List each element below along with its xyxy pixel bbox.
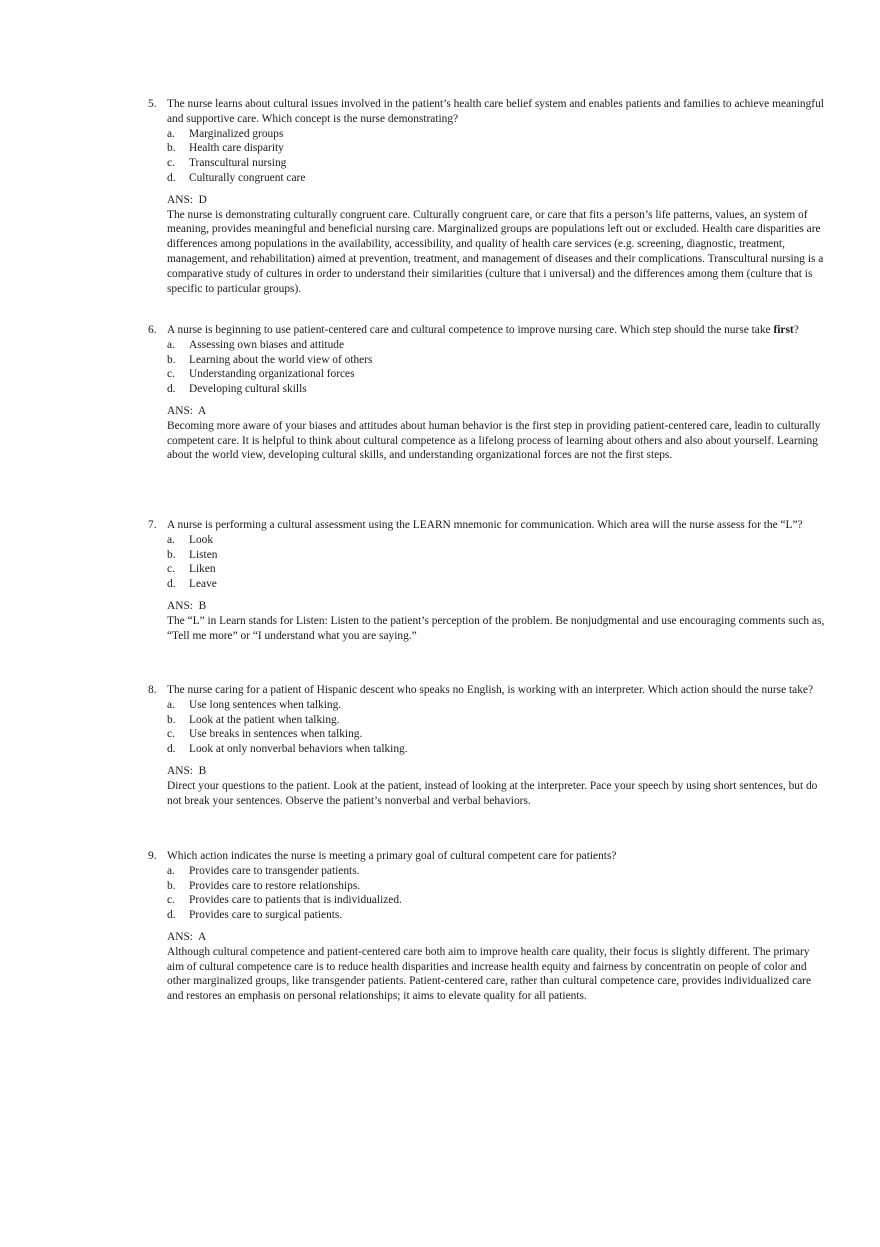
answer-key: ANS: B	[167, 599, 207, 612]
option-text: Marginalized groups	[189, 127, 284, 140]
question-text: The nurse caring for a patient of Hispanic descent who speaks no English, is working with an interpreter. Which action should the nurse take?	[167, 684, 814, 696]
option-letter: d.	[167, 743, 176, 756]
option-text: Culturally congruent care	[189, 171, 306, 184]
option-text: Transcultural nursing	[189, 157, 287, 170]
question-text: A nurse is performing a cultural assessment using the LEARN mnemonic for communication. Which area will the nurse assess for the “L”?	[167, 519, 803, 531]
options-list	[148, 698, 828, 757]
option-text: Understanding organizational forces	[189, 368, 355, 381]
question-text-end: ?	[793, 324, 799, 336]
question-number: 9.	[148, 850, 157, 862]
option-c	[148, 156, 828, 171]
option-d	[148, 908, 828, 923]
question-text: A nurse is beginning to use patient-centered care and cultural competence to improve nursing care. Which step should the nurse take	[167, 324, 774, 336]
option-text: Assessing own biases and attitude	[189, 338, 345, 351]
question-number: 8.	[148, 684, 157, 696]
question-stem	[148, 849, 828, 864]
option-letter: d.	[167, 578, 176, 591]
answer-key: ANS: A	[167, 930, 207, 943]
option-text: Liken	[189, 563, 216, 576]
question-text: The nurse learns about cultural issues involved in the patient’s health care belief system and enables patients and families to achieve meaningful and supportive care. Which concept is the nurse demonstrating?	[167, 98, 824, 125]
option-text: Look at only nonverbal behaviors when talking.	[189, 743, 408, 756]
option-letter: b.	[167, 142, 176, 155]
option-text: Leave	[189, 578, 217, 591]
options-list	[148, 864, 828, 923]
option-text: Health care disparity	[189, 142, 284, 155]
option-text: Provides care to surgical patients.	[189, 909, 343, 922]
answer-block	[148, 930, 828, 1004]
rationale-text: Direct your questions to the patient. Look at the patient, instead of looking at the interpreter. Pace your speech by using short sentences, but do not break your sentences. Observe the patient’s nonverbal and verbal behaviors.	[167, 779, 818, 807]
question-text: Which action indicates the nurse is meeting a primary goal of cultural competent care for patients?	[167, 850, 617, 862]
answer-key: ANS: A	[167, 404, 207, 417]
option-text: Use breaks in sentences when talking.	[189, 728, 363, 741]
option-a	[148, 533, 828, 548]
option-letter: c.	[167, 157, 175, 170]
option-text: Use long sentences when talking.	[189, 698, 342, 711]
question-stem	[148, 683, 828, 698]
option-b	[148, 353, 828, 368]
option-a	[148, 864, 828, 879]
option-letter: a.	[167, 698, 175, 711]
rationale-text: Becoming more aware of your biases and attitudes about human behavior is the first step in providing patient-centered care, leadin to culturally competent care. It is helpful to think about cultural competence as a lifelong process of learning about others and also about yourself. Learning about the world view, developing cultural skills, and understanding organizational forces are not the first steps.	[167, 419, 821, 462]
option-a	[148, 698, 828, 713]
option-letter: b.	[167, 879, 176, 892]
option-c	[148, 893, 828, 908]
option-text: Look	[189, 533, 214, 546]
answer-key: ANS: B	[167, 764, 207, 777]
options-list	[148, 533, 828, 592]
question-9	[148, 849, 828, 1004]
question-7	[148, 518, 828, 643]
option-b	[148, 713, 828, 728]
option-text: Developing cultural skills	[189, 383, 307, 396]
option-b	[148, 548, 828, 563]
option-d	[148, 742, 828, 757]
question-emphasis: first	[773, 324, 794, 336]
question-number: 7.	[148, 519, 157, 531]
question-6	[148, 323, 828, 463]
question-number: 6.	[148, 324, 157, 336]
rationale-text: The “L” in Learn stands for Listen: Listen to the patient’s perception of the problem. Be nonjudgmental and use encouraging comments such as, “Tell me more” or “I understand what you are saying.”	[167, 614, 825, 642]
option-b	[148, 141, 828, 156]
option-c	[148, 367, 828, 382]
option-b	[148, 879, 828, 894]
option-letter: d.	[167, 909, 176, 922]
answer-key: ANS: D	[167, 193, 207, 206]
option-letter: a.	[167, 127, 175, 140]
question-8	[148, 683, 828, 808]
answer-block	[148, 193, 828, 297]
option-d	[148, 171, 828, 186]
option-letter: c.	[167, 894, 175, 907]
option-letter: b.	[167, 548, 176, 561]
option-letter: a.	[167, 864, 175, 877]
option-letter: c.	[167, 728, 175, 741]
option-d	[148, 577, 828, 592]
answer-block	[148, 599, 828, 643]
option-c	[148, 727, 828, 742]
question-stem	[148, 518, 828, 533]
option-text: Provides care to restore relationships.	[189, 879, 361, 892]
rationale-text: Although cultural competence and patient-centered care both aim to improve health care quality, their focus is slightly different. The primary aim of cultural competence care is to reduce health disparities and increase health equity and fairness by concentratin on people of color and other marginalized groups, like transgender patients. Patient-centered care, rather than cultural competence care, provides individualized care and restores an emphasis on personal relationships; it aims to elevate quality for all patients.	[167, 945, 812, 1003]
question-stem	[148, 323, 828, 338]
options-list	[148, 338, 828, 397]
option-c	[148, 562, 828, 577]
answer-block	[148, 764, 828, 808]
option-letter: d.	[167, 171, 176, 184]
option-letter: a.	[167, 338, 175, 351]
option-letter: a.	[167, 533, 175, 546]
option-letter: d.	[167, 383, 176, 396]
option-text: Provides care to transgender patients.	[189, 864, 360, 877]
option-text: Look at the patient when talking.	[189, 713, 340, 726]
option-a	[148, 127, 828, 142]
option-a	[148, 338, 828, 353]
option-d	[148, 382, 828, 397]
option-letter: c.	[167, 368, 175, 381]
option-text: Listen	[189, 548, 218, 561]
rationale-text: The nurse is demonstrating culturally congruent care. Culturally congruent care, or care that fits a person’s life patterns, values, an system of meaning, provides meaningful and beneficial nursing care. Marginalized groups are populations left out or excluded. Health care disparities are differences among populations in the availability, accessibility, and quality of health care services (e.g. screening, diagnostic, treatment, management, and rehabilitation) aimed at prevention, treatment, and management of diseases and their complications. Transcultural nursing is a comparative study of cultures in order to understand their similarities (culture that i universal) and the differences among them (culture that is specific to particular groups).	[167, 208, 824, 295]
option-text: Learning about the world view of others	[189, 353, 373, 366]
question-5	[148, 97, 828, 296]
answer-block	[148, 404, 828, 463]
question-stem	[148, 97, 828, 127]
option-text: Provides care to patients that is individualized.	[189, 894, 402, 907]
question-number: 5.	[148, 98, 157, 110]
option-letter: b.	[167, 713, 176, 726]
options-list	[148, 127, 828, 186]
option-letter: b.	[167, 353, 176, 366]
option-letter: c.	[167, 563, 175, 576]
